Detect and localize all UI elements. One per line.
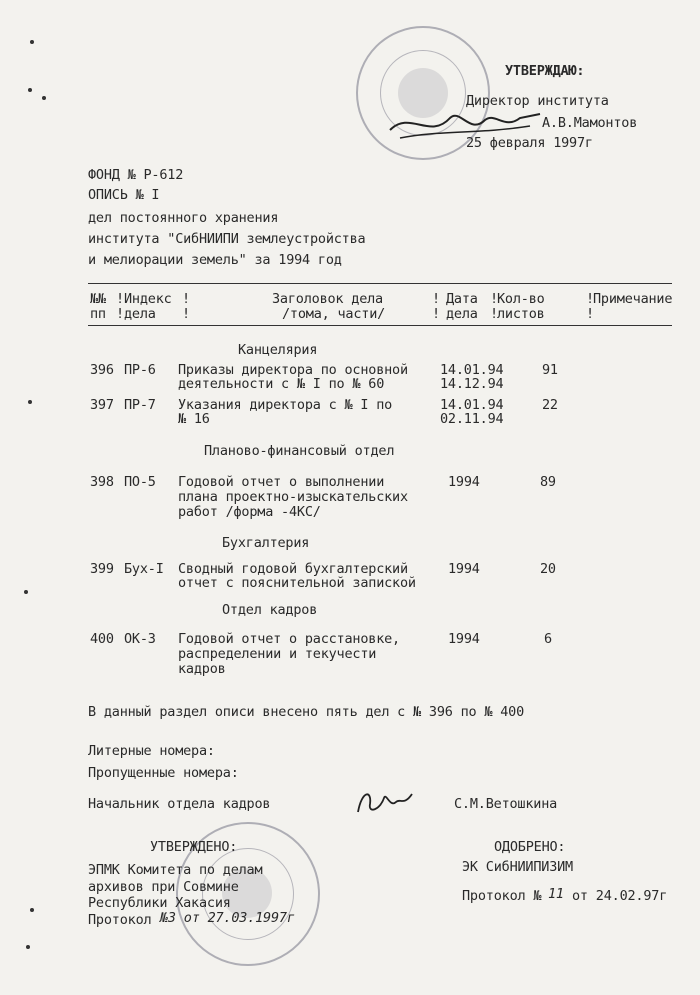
row-title: распределении и текучести (178, 646, 377, 662)
header-date: Дата (446, 291, 478, 307)
row-index: ПО-5 (124, 474, 156, 490)
column-separator: ! (432, 291, 440, 307)
section-heading: Бухгалтерия (222, 535, 310, 551)
row-number: 399 (90, 561, 114, 577)
row-title: плана проектно-изыскательских (178, 489, 408, 505)
row-count: 6 (544, 631, 552, 647)
row-date: 14.12.94 (440, 376, 504, 392)
approval-heading: УТВЕРЖДАЮ: (505, 63, 585, 79)
row-title: деятельности с № I по № 60 (178, 376, 385, 392)
column-separator: ! (490, 306, 498, 322)
header-count: Кол-во (497, 291, 545, 307)
row-date: 14.01.94 (440, 362, 504, 378)
opis-number: ОПИСЬ № I (88, 187, 160, 203)
column-separator: ! (182, 291, 190, 307)
approval-bottom-line: Республики Хакасия (88, 895, 231, 911)
approved-protocol-number: 11 (548, 886, 564, 902)
header-count: листов (497, 306, 545, 322)
header-title: Заголовок дела (272, 291, 383, 307)
document-title-line: и мелиорации земель" за 1994 год (88, 252, 342, 268)
literal-numbers-label: Литерные номера: (88, 743, 215, 759)
binder-hole (28, 88, 32, 92)
column-separator: ! (586, 306, 594, 322)
missing-numbers-label: Пропущенные номера: (88, 765, 239, 781)
row-title: Приказы директора по основной (178, 362, 408, 378)
row-date: 1994 (448, 474, 480, 490)
binder-hole (28, 400, 32, 404)
summary-line: В данный раздел описи внесено пять дел с № 396 по № 400 (88, 704, 525, 720)
row-title: Годовой отчет о выполнении (178, 474, 385, 490)
column-separator: ! (182, 306, 190, 322)
row-number: 397 (90, 397, 114, 413)
director-name: А.В.Мамонтов (542, 115, 638, 131)
row-title: Указания директора с № I по (178, 397, 393, 413)
row-count: 20 (540, 561, 556, 577)
row-title: работ /форма -4КС/ (178, 504, 321, 520)
row-count: 91 (542, 362, 558, 378)
column-separator: ! (490, 291, 498, 307)
binder-hole (30, 908, 34, 912)
row-date: 1994 (448, 631, 480, 647)
header-index: дела (124, 306, 156, 322)
header-num: пп (90, 306, 106, 322)
row-date: 1994 (448, 561, 480, 577)
approved-heading: ОДОБРЕНО: (494, 839, 566, 855)
section-heading: Планово-финансовый отдел (204, 443, 395, 459)
row-title: кадров (178, 661, 226, 677)
column-separator: ! (586, 291, 594, 307)
row-title: отчет с пояснительной запиской (178, 575, 416, 591)
approved-protocol-label: Протокол № (462, 888, 542, 904)
section-heading: Канцелярия (238, 342, 318, 358)
protocol-label: Протокол (88, 912, 152, 928)
row-date: 02.11.94 (440, 411, 504, 427)
header-index: Индекс (124, 291, 172, 307)
row-title: № 16 (178, 411, 210, 427)
header-date: дела (446, 306, 478, 322)
row-count: 89 (540, 474, 556, 490)
approval-bottom-line: архивов при Совмине (88, 879, 239, 895)
binder-hole (24, 590, 28, 594)
fond-number: ФОНД № Р-612 (88, 167, 184, 183)
column-separator: ! (116, 306, 124, 322)
header-num: №№ (90, 291, 106, 307)
approval-date: 25 февраля 1997г (466, 135, 593, 151)
approval-bottom-line: ЭПМК Комитета по делам (88, 862, 263, 878)
row-number: 398 (90, 474, 114, 490)
head-position: Начальник отдела кадров (88, 796, 271, 812)
protocol-value: №3 от 27.03.1997г (160, 910, 295, 926)
document-title-line: института "СибНИИПИ землеустройства (88, 231, 366, 247)
row-number: 400 (90, 631, 114, 647)
row-index: ПР-7 (124, 397, 156, 413)
row-date: 14.01.94 (440, 397, 504, 413)
binder-hole (26, 945, 30, 949)
row-index: ПР-6 (124, 362, 156, 378)
binder-hole (42, 96, 46, 100)
row-index: Бух-I (124, 561, 164, 577)
section-heading: Отдел кадров (222, 602, 318, 618)
row-title: Годовой отчет о расстановке, (178, 631, 400, 647)
approved-protocol-date: от 24.02.97г (572, 888, 668, 904)
table-header-rule (88, 325, 672, 326)
row-count: 22 (542, 397, 558, 413)
header-note: Примечание (593, 291, 673, 307)
hr-signature (350, 784, 420, 820)
approved-line: ЭК СибНИИПИЗИМ (462, 859, 573, 875)
row-title: Сводный годовой бухгалтерский (178, 561, 408, 577)
document-title-line: дел постоянного хранения (88, 210, 279, 226)
binder-hole (30, 40, 34, 44)
column-separator: ! (432, 306, 440, 322)
director-position: Директор института (466, 93, 609, 109)
table-top-rule (88, 283, 672, 284)
row-number: 396 (90, 362, 114, 378)
head-name: С.М.Ветошкина (454, 796, 558, 812)
header-title: /тома, части/ (282, 306, 386, 322)
row-index: ОК-3 (124, 631, 156, 647)
approval-bottom-heading: УТВЕРЖДЕНО: (150, 839, 238, 855)
column-separator: ! (116, 291, 124, 307)
